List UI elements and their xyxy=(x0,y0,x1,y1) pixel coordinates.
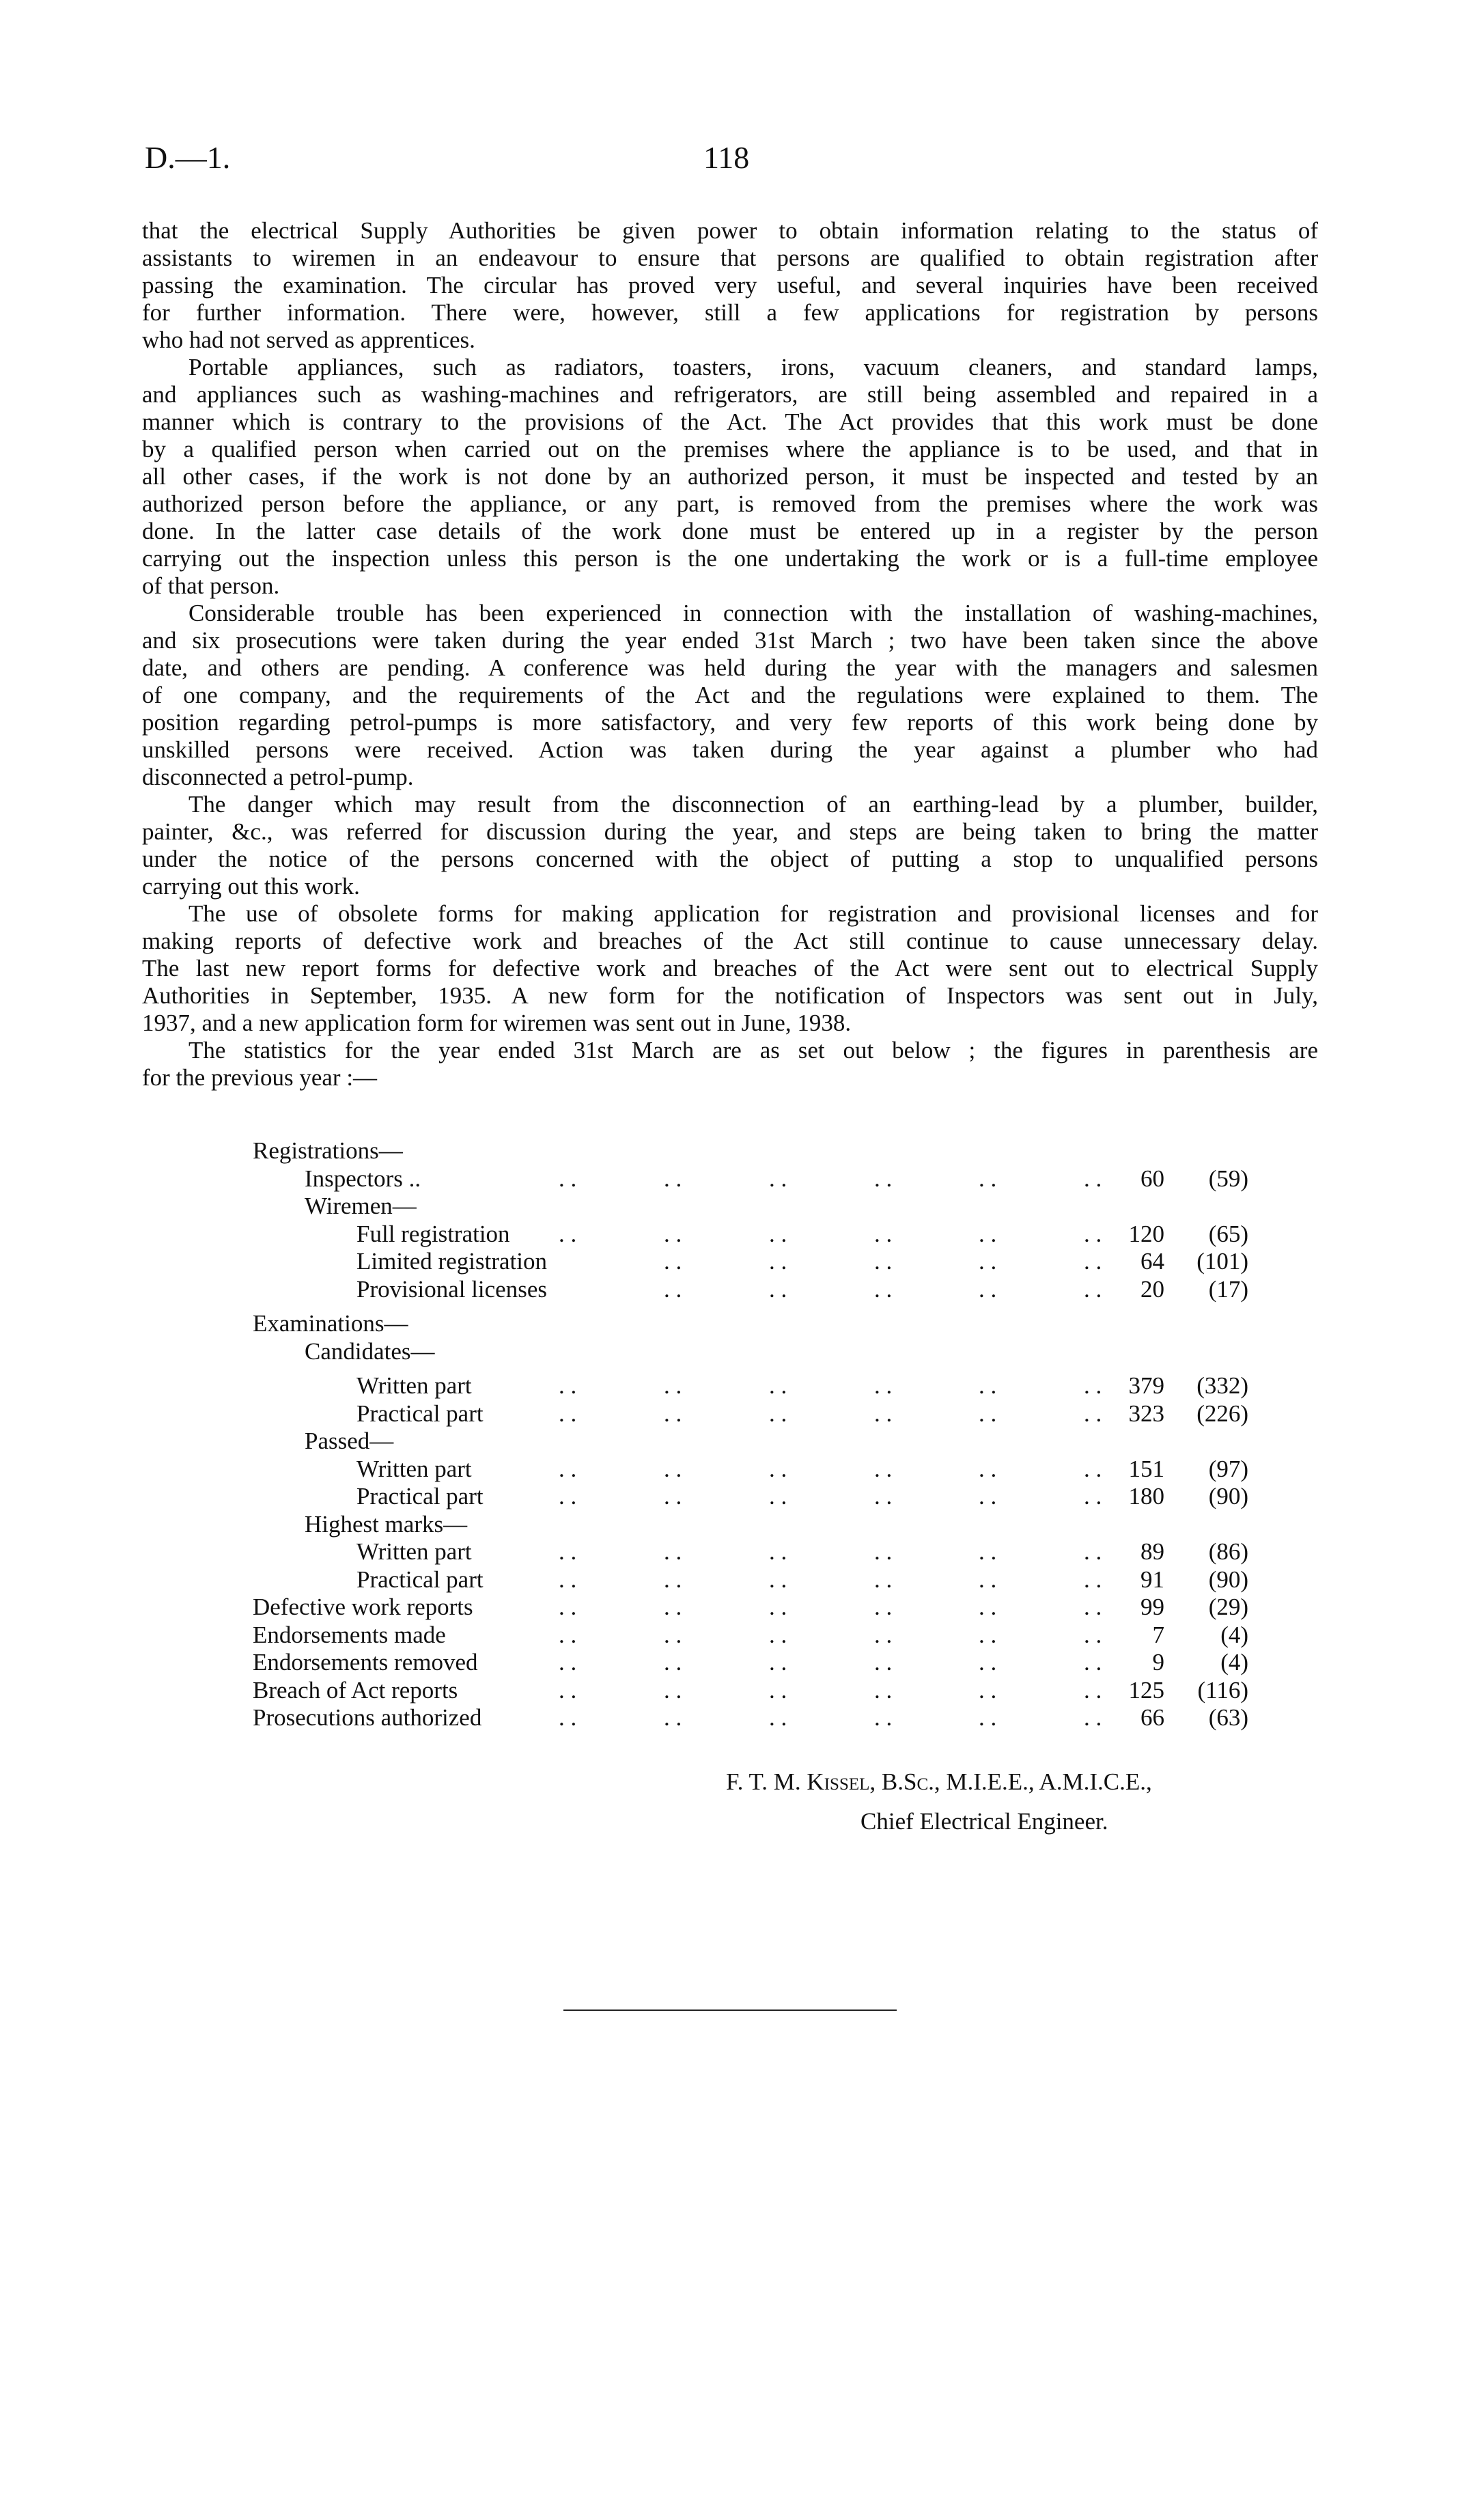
stats-previous-value: (86) xyxy=(1208,1538,1248,1565)
paragraph-line: under the notice of the persons concerned with the object of putting a stop to unqualified persons xyxy=(142,846,1318,872)
paragraph-line: date, and others are pending. A conference was held during the year with the managers and salesmen xyxy=(142,654,1318,681)
stats-row xyxy=(0,1594,1484,1621)
leader-dots: . . xyxy=(979,1649,997,1675)
leader-dots: . . xyxy=(874,1676,893,1704)
stats-label: Practical part xyxy=(356,1400,484,1427)
leader-dots: . . xyxy=(979,1165,997,1192)
paragraph-line: Considerable trouble has been experienced in connection with the installation of washing-machines, xyxy=(188,600,1318,626)
leader-dots: . . xyxy=(979,1400,997,1427)
stats-label: Registrations— xyxy=(253,1137,403,1164)
leader-dots: . . xyxy=(874,1248,893,1275)
paragraph-line: done. In the latter case details of the work done must be entered up in a register by the person xyxy=(142,518,1318,544)
stats-previous-value: (29) xyxy=(1208,1594,1248,1620)
stats-label: Limited registration xyxy=(356,1248,547,1275)
leader-dots: . . xyxy=(1084,1566,1102,1593)
stats-row xyxy=(0,1310,1484,1337)
stats-previous-value: (226) xyxy=(1196,1400,1248,1427)
leader-dots: . . xyxy=(559,1621,577,1648)
leader-dots: . . xyxy=(559,1165,577,1192)
stats-value: 66 xyxy=(1140,1704,1164,1731)
signatory-title: Chief Electrical Engineer. xyxy=(860,1808,1108,1835)
leader-dots: . . xyxy=(874,1649,893,1675)
paragraph-line: manner which is contrary to the provisions of the Act. The Act provides that this work must be done xyxy=(142,408,1318,435)
page-number: 118 xyxy=(703,140,750,175)
leader-dots: . . xyxy=(979,1455,997,1482)
stats-row xyxy=(0,1165,1484,1193)
stats-row xyxy=(0,1511,1484,1538)
leader-dots: . . xyxy=(664,1566,682,1593)
leader-dots: . . xyxy=(664,1400,682,1427)
leader-dots: . . xyxy=(664,1165,682,1192)
stats-value: 323 xyxy=(1128,1400,1164,1427)
leader-dots: . . xyxy=(979,1275,997,1303)
leader-dots: . . xyxy=(1084,1165,1102,1192)
stats-label: Written part xyxy=(356,1455,472,1482)
leader-dots: . . xyxy=(769,1566,787,1593)
stats-previous-value: (116) xyxy=(1197,1676,1248,1704)
stats-row xyxy=(0,1538,1484,1566)
stats-previous-value: (101) xyxy=(1196,1248,1248,1275)
paragraph-line: Authorities in September, 1935. A new form for the notification of Inspectors was sent out in July, xyxy=(142,982,1318,1009)
stats-label: Wiremen— xyxy=(305,1193,417,1219)
leader-dots: . . xyxy=(769,1165,787,1192)
paragraph-line: The danger which may result from the disconnection of an earthing-lead by a plumber, builder, xyxy=(188,791,1318,818)
leader-dots: . . xyxy=(559,1704,577,1731)
closing-rule xyxy=(563,2010,897,2011)
stats-row xyxy=(0,1276,1484,1303)
leader-dots: . . xyxy=(559,1483,577,1510)
leader-dots: . . xyxy=(1084,1676,1102,1704)
paragraph-line: of that person. xyxy=(142,572,280,599)
stats-value: 151 xyxy=(1128,1455,1164,1482)
stats-row xyxy=(0,1649,1484,1676)
leader-dots: . . xyxy=(664,1621,682,1648)
stats-label: Passed— xyxy=(305,1428,394,1454)
stats-label: Provisional licenses xyxy=(356,1275,547,1303)
body-text xyxy=(142,217,1318,1091)
stats-previous-value: (65) xyxy=(1208,1220,1248,1247)
leader-dots: . . xyxy=(874,1165,893,1192)
stats-label: Breach of Act reports xyxy=(253,1676,458,1704)
stats-label: Endorsements made xyxy=(253,1621,446,1648)
leader-dots: . . xyxy=(1084,1649,1102,1675)
stats-value: 99 xyxy=(1140,1594,1164,1620)
paragraph-line: carrying out this work. xyxy=(142,873,360,900)
leader-dots: . . xyxy=(1084,1220,1102,1247)
paragraph-line: making reports of defective work and breaches of the Act still continue to cause unnecessary delay. xyxy=(142,928,1318,954)
paragraph-line: The use of obsolete forms for making application for registration and provisional licenses and for xyxy=(188,900,1318,927)
leader-dots: . . xyxy=(979,1676,997,1704)
stats-row xyxy=(0,1400,1484,1428)
leader-dots: . . xyxy=(874,1372,893,1399)
paragraph-line: who had not served as apprentices. xyxy=(142,326,475,353)
document-reference: D.—1. xyxy=(145,140,231,175)
leader-dots: . . xyxy=(769,1275,787,1303)
paragraph-line: assistants to wiremen in an endeavour to ensure that persons are qualified to obtain registration after xyxy=(142,245,1318,271)
leader-dots: . . xyxy=(874,1455,893,1482)
leader-dots: . . xyxy=(769,1220,787,1247)
leader-dots: . . xyxy=(769,1248,787,1275)
leader-dots: . . xyxy=(1084,1621,1102,1648)
leader-dots: . . xyxy=(979,1483,997,1510)
leader-dots: . . xyxy=(769,1538,787,1565)
leader-dots: . . xyxy=(769,1455,787,1482)
paragraph-line: carrying out the inspection unless this person is the one undertaking the work or is a full-time employee xyxy=(142,545,1318,572)
leader-dots: . . xyxy=(769,1483,787,1510)
leader-dots: . . xyxy=(769,1594,787,1620)
leader-dots: . . xyxy=(664,1275,682,1303)
stats-value: 60 xyxy=(1140,1165,1164,1192)
paragraph-line: and six prosecutions were taken during the year ended 31st March ; two have been taken since the above xyxy=(142,627,1318,654)
leader-dots: . . xyxy=(559,1566,577,1593)
stats-label: Written part xyxy=(356,1372,472,1399)
paragraph-line: unskilled persons were received. Action was taken during the year against a plumber who had xyxy=(142,736,1318,763)
paragraph-line: disconnected a petrol-pump. xyxy=(142,764,414,790)
stats-value: 125 xyxy=(1128,1676,1164,1704)
stats-value: 89 xyxy=(1140,1538,1164,1565)
paragraph-line: of one company, and the requirements of the Act and the regulations were explained to them. The xyxy=(142,682,1318,708)
leader-dots: . . xyxy=(979,1621,997,1648)
paragraph-line: Portable appliances, such as radiators, toasters, irons, vacuum cleaners, and standard lamps, xyxy=(188,354,1318,380)
leader-dots: . . xyxy=(664,1455,682,1482)
stats-previous-value: (97) xyxy=(1208,1455,1248,1482)
stats-previous-value: (4) xyxy=(1220,1621,1248,1648)
leader-dots: . . xyxy=(664,1649,682,1675)
stats-previous-value: (90) xyxy=(1208,1483,1248,1510)
leader-dots: . . xyxy=(664,1594,682,1620)
leader-dots: . . xyxy=(664,1220,682,1247)
paragraph-line: by a qualified person when carried out on the premises where the appliance is to be used, and that in xyxy=(142,436,1318,462)
stats-label: Inspectors .. xyxy=(305,1165,421,1192)
stats-label: Practical part xyxy=(356,1483,484,1510)
leader-dots: . . xyxy=(1084,1594,1102,1620)
stats-label: Candidates— xyxy=(305,1337,435,1365)
paragraph-line: painter, &c., was referred for discussion during the year, and steps are being taken to bring the matter xyxy=(142,818,1318,845)
leader-dots: . . xyxy=(559,1538,577,1565)
leader-dots: . . xyxy=(874,1621,893,1648)
leader-dots: . . xyxy=(1084,1275,1102,1303)
leader-dots: . . xyxy=(769,1621,787,1648)
stats-row xyxy=(0,1428,1484,1455)
leader-dots: . . xyxy=(874,1566,893,1593)
stats-row xyxy=(0,1456,1484,1483)
leader-dots: . . xyxy=(1084,1538,1102,1565)
paragraph-line: position regarding petrol-pumps is more satisfactory, and very few reports of this work being done by xyxy=(142,709,1318,736)
leader-dots: . . xyxy=(559,1649,577,1675)
leader-dots: . . xyxy=(979,1248,997,1275)
paragraph-line: The statistics for the year ended 31st March are as set out below ; the figures in parenthesis are xyxy=(188,1037,1318,1063)
stats-previous-value: (90) xyxy=(1208,1566,1248,1593)
stats-value: 9 xyxy=(1152,1649,1164,1675)
leader-dots: . . xyxy=(874,1704,893,1731)
leader-dots: . . xyxy=(1084,1372,1102,1399)
paragraph-line: that the electrical Supply Authorities be given power to obtain information relating to the status of xyxy=(142,217,1318,244)
stats-value: 20 xyxy=(1140,1275,1164,1303)
stats-value: 91 xyxy=(1140,1566,1164,1593)
leader-dots: . . xyxy=(559,1372,577,1399)
paragraph-line: all other cases, if the work is not done by an authorized person, it must be inspected and tested by an xyxy=(142,463,1318,490)
stats-row xyxy=(0,1566,1484,1594)
leader-dots: . . xyxy=(979,1538,997,1565)
stats-label: Highest marks— xyxy=(305,1510,468,1538)
leader-dots: . . xyxy=(979,1220,997,1247)
leader-dots: . . xyxy=(979,1566,997,1593)
leader-dots: . . xyxy=(559,1676,577,1704)
leader-dots: . . xyxy=(664,1372,682,1399)
leader-dots: . . xyxy=(979,1594,997,1620)
leader-dots: . . xyxy=(769,1676,787,1704)
leader-dots: . . xyxy=(559,1220,577,1247)
stats-previous-value: (332) xyxy=(1196,1372,1248,1399)
stats-label: Practical part xyxy=(356,1566,484,1593)
stats-row xyxy=(0,1372,1484,1400)
stats-row xyxy=(0,1483,1484,1510)
paragraph-line: authorized person before the appliance, or any part, is removed from the premises where the work was xyxy=(142,490,1318,517)
stats-row xyxy=(0,1221,1484,1248)
leader-dots: . . xyxy=(1084,1248,1102,1275)
stats-previous-value: (63) xyxy=(1208,1704,1248,1731)
leader-dots: . . xyxy=(769,1372,787,1399)
stats-value: 7 xyxy=(1152,1621,1164,1648)
stats-row xyxy=(0,1677,1484,1704)
leader-dots: . . xyxy=(874,1538,893,1565)
stats-row xyxy=(0,1704,1484,1732)
paragraph-line: and appliances such as washing-machines and refrigerators, are still being assembled and repaired in a xyxy=(142,381,1318,408)
stats-value: 120 xyxy=(1128,1220,1164,1247)
stats-value: 379 xyxy=(1128,1372,1164,1399)
leader-dots: . . xyxy=(874,1594,893,1620)
leader-dots: . . xyxy=(874,1220,893,1247)
stats-previous-value: (4) xyxy=(1220,1649,1248,1675)
leader-dots: . . xyxy=(559,1594,577,1620)
stats-label: Full registration xyxy=(356,1220,510,1247)
leader-dots: . . xyxy=(1084,1704,1102,1731)
leader-dots: . . xyxy=(664,1483,682,1510)
stats-label: Prosecutions authorized xyxy=(253,1704,482,1731)
leader-dots: . . xyxy=(664,1538,682,1565)
leader-dots: . . xyxy=(1084,1455,1102,1482)
stats-row xyxy=(0,1137,1484,1165)
leader-dots: . . xyxy=(664,1704,682,1731)
stats-label: Written part xyxy=(356,1538,472,1565)
leader-dots: . . xyxy=(874,1483,893,1510)
stats-row xyxy=(0,1622,1484,1649)
stats-value: 180 xyxy=(1128,1483,1164,1510)
stats-value: 64 xyxy=(1140,1248,1164,1275)
signatory-name: F. T. M. Kissel, B.Sc., M.I.E.E., A.M.I.C.E., xyxy=(726,1768,1152,1795)
leader-dots: . . xyxy=(874,1400,893,1427)
leader-dots: . . xyxy=(979,1704,997,1731)
stats-label: Defective work reports xyxy=(253,1594,473,1620)
leader-dots: . . xyxy=(769,1704,787,1731)
stats-row xyxy=(0,1338,1484,1365)
stats-previous-value: (59) xyxy=(1208,1165,1248,1192)
paragraph-line: passing the examination. The circular has proved very useful, and several inquiries have been received xyxy=(142,272,1318,298)
leader-dots: . . xyxy=(559,1400,577,1427)
stats-row xyxy=(0,1193,1484,1220)
stats-label: Examinations— xyxy=(253,1310,408,1337)
leader-dots: . . xyxy=(559,1455,577,1482)
stats-row xyxy=(0,1248,1484,1275)
paragraph-line: The last new report forms for defective work and breaches of the Act were sent out to electrical Supply xyxy=(142,955,1318,982)
stats-label: Endorsements removed xyxy=(253,1649,478,1675)
leader-dots: . . xyxy=(664,1676,682,1704)
leader-dots: . . xyxy=(664,1248,682,1275)
leader-dots: . . xyxy=(1084,1400,1102,1427)
paragraph-line: for the previous year :— xyxy=(142,1064,378,1091)
paragraph-line: for further information. There were, however, still a few applications for registration by persons xyxy=(142,299,1318,326)
stats-previous-value: (17) xyxy=(1208,1275,1248,1303)
leader-dots: . . xyxy=(769,1400,787,1427)
leader-dots: . . xyxy=(979,1372,997,1399)
paragraph-line: 1937, and a new application form for wiremen was sent out in June, 1938. xyxy=(142,1010,852,1036)
leader-dots: . . xyxy=(874,1275,893,1303)
leader-dots: . . xyxy=(1084,1483,1102,1510)
leader-dots: . . xyxy=(769,1649,787,1675)
signature-block xyxy=(726,1762,1152,1841)
